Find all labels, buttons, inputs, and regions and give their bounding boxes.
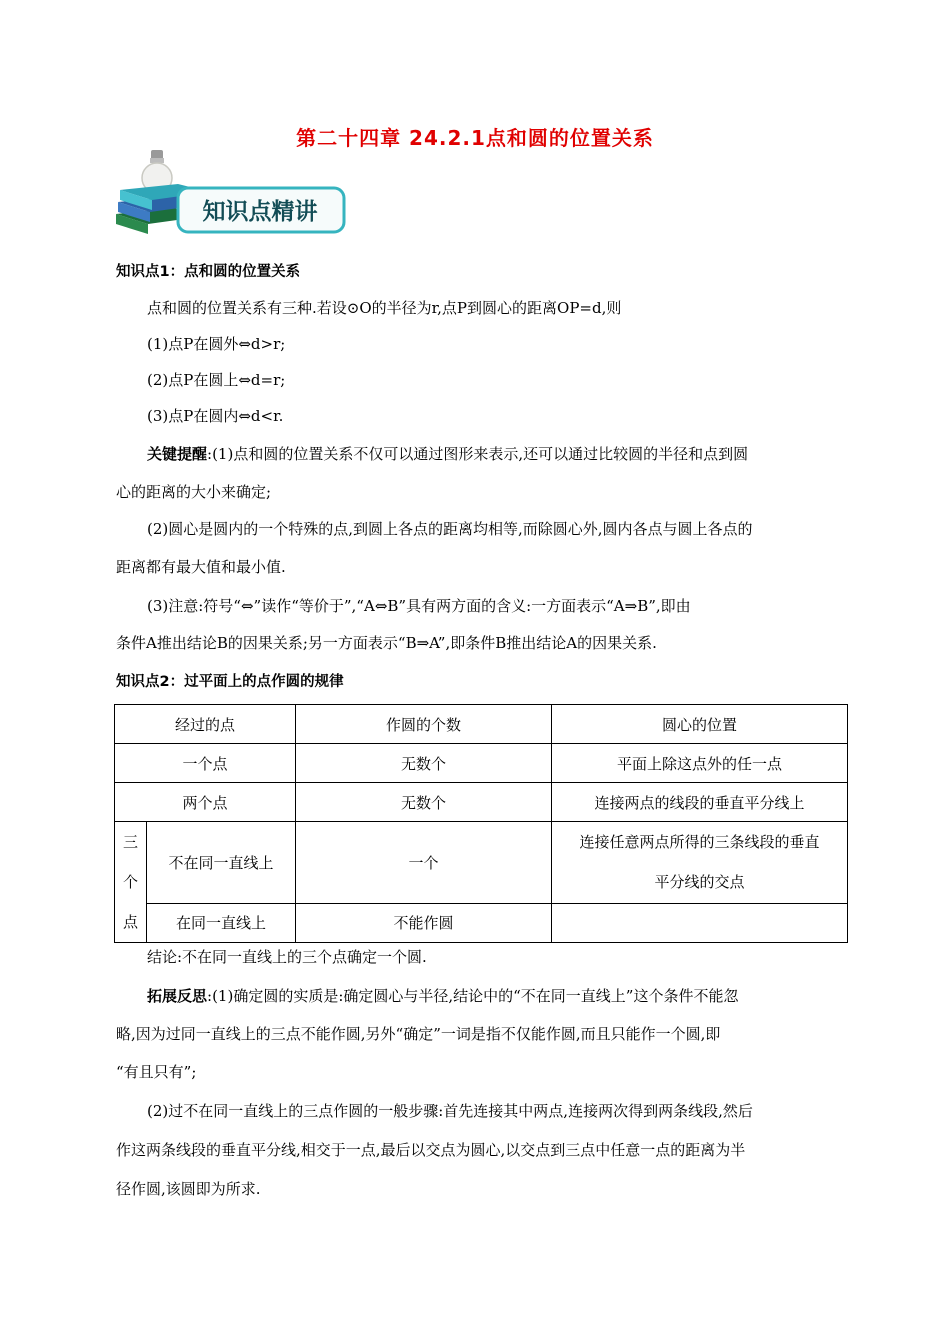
- kp1-item-2: (2)点P在圆上⇔d=r;: [147, 371, 286, 389]
- table-header-row: [115, 705, 848, 744]
- banner-label: 知识点精讲: [202, 199, 318, 225]
- ext-reflection-2: (2)过不在同一直线上的三点作圆的一般步骤:首先连接其中两点,连接两次得到两条线段,然后: [147, 1102, 753, 1120]
- circle-rules-table: [114, 704, 848, 943]
- kp1-item-1: (1)点P在圆外⇔d>r;: [147, 335, 286, 353]
- ext-label: 拓展反思: [147, 987, 208, 1005]
- three-points-cell: 三 个 点: [115, 822, 147, 943]
- table-row: 一个点 无数个 平面上除这点外的任一点: [115, 744, 848, 783]
- kp1-tip-3: (3)注意:符号“⇔”读作“等价于”,“A⇔B”具有两方面的含义:一方面表示“A⇒B”,即由: [147, 597, 691, 615]
- header-count: 作圆的个数: [296, 705, 552, 744]
- tip-label: 关键提醒: [147, 445, 208, 463]
- kp1-tip-1-cont: 心的距离的大小来确定;: [116, 483, 272, 501]
- table-row: 两个点 无数个 连接两点的线段的垂直平分线上: [115, 783, 848, 822]
- conclusion: 结论:不在同一直线上的三个点确定一个圆.: [147, 948, 427, 966]
- kp2-heading: 知识点2：过平面上的点作圆的规律: [116, 674, 344, 690]
- kp1-item-3: (3)点P在圆内⇔d<r.: [147, 407, 284, 425]
- kp1-tip-3-cont: 条件A推出结论B的因果关系;另一方面表示“B⇒A”,即条件B推出结论A的因果关系.: [116, 634, 657, 652]
- ext-reflection-1-end: “有且只有”;: [116, 1063, 197, 1081]
- table-row: 三 个 点 不在同一直线上 一个 连接任意两点所得的三条线段的垂直 平分线的交点: [115, 822, 848, 904]
- kp1-intro: 点和圆的位置关系有三种.若设⊙O的半径为r,点P到圆心的距离OP=d,则: [147, 299, 622, 317]
- header-points: 经过的点: [115, 705, 296, 744]
- table-row: 在同一直线上 不能作圆: [115, 903, 848, 942]
- kp1-tip-2-cont: 距离都有最大值和最小值.: [116, 558, 286, 576]
- ext-reflection-2-end: 径作圆,该圆即为所求.: [116, 1180, 261, 1198]
- kp1-tip-1: 关键提醒:(1)点和圆的位置关系不仅可以通过图形来表示,还可以通过比较圆的半径和点到圆: [147, 445, 749, 463]
- ext-reflection-1-cont: 略,因为过同一直线上的三点不能作圆,另外“确定”一词是指不仅能作圆,而且只能作一个圆,即: [116, 1025, 721, 1043]
- ext-reflection-1: 拓展反思:(1)确定圆的实质是:确定圆心与半径,结论中的“不在同一直线上”这个条件不能忽: [147, 987, 739, 1005]
- knowledge-banner: [112, 150, 352, 242]
- ext-reflection-2-cont: 作这两条线段的垂直平分线,相交于一点,最后以交点为圆心,以交点到三点中任意一点的距离为半: [116, 1141, 746, 1159]
- page-title: 第二十四章 24.2.1点和圆的位置关系: [296, 126, 654, 150]
- kp1-heading: 知识点1：点和圆的位置关系: [116, 264, 301, 280]
- header-center: 圆心的位置: [552, 705, 848, 744]
- kp1-tip-2: (2)圆心是圆内的一个特殊的点,到圆上各点的距离均相等,而除圆心外,圆内各点与圆上各点的: [147, 520, 753, 538]
